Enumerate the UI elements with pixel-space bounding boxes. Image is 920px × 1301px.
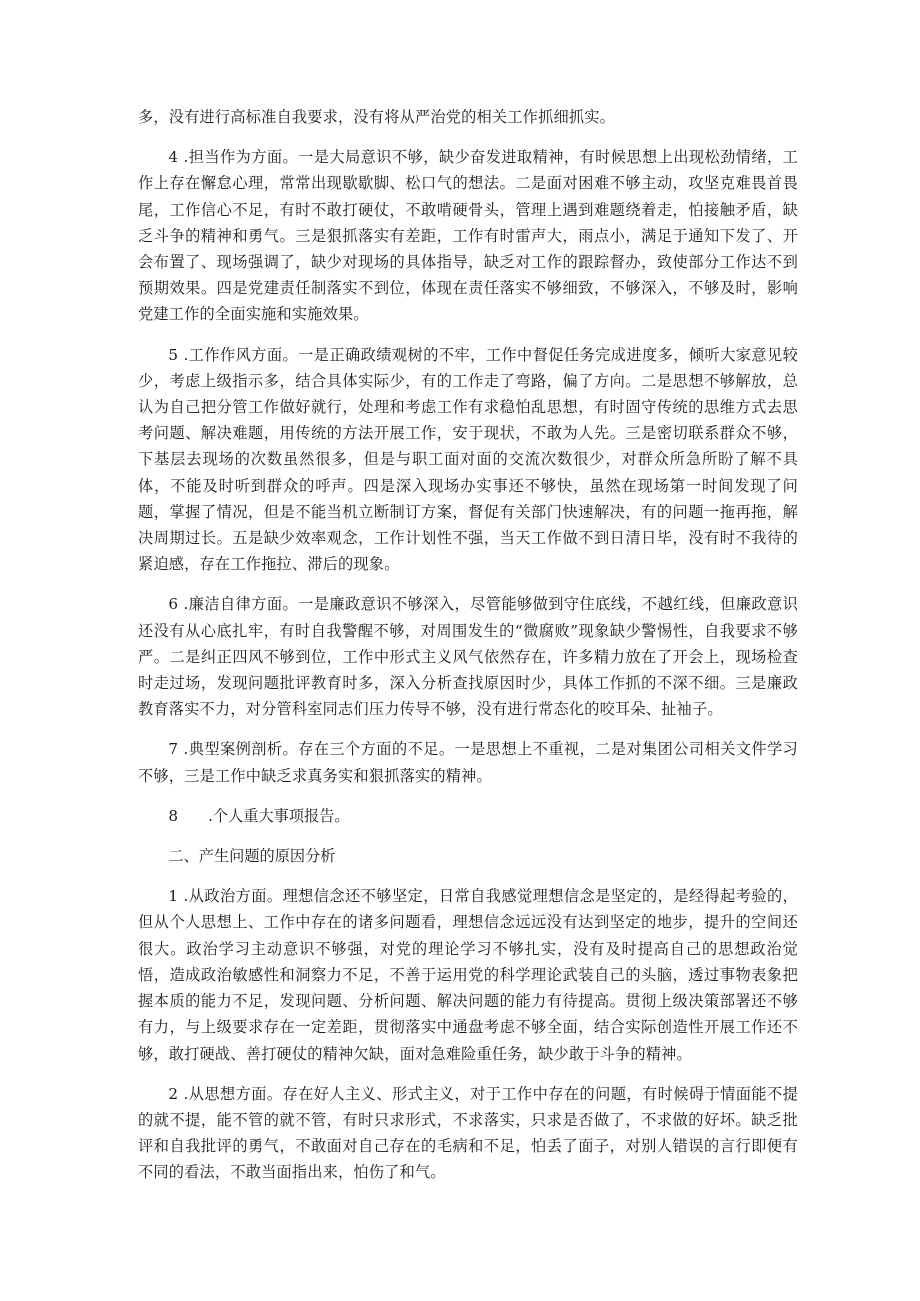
paragraph-item-5: 5 .工作作风方面。一是正确政绩观树的不牢，工作中督促任务完成进度多，倾听大家意见较少，考虑上级指示多，结合具体实际少，有的工作走了弯路，偏了方向。二是思想不够解放，总认为自己把分管工作做好就行，处理和考虑工作有求稳怕乱思想，有时固守传统的思维方式去思考问题、解决难题，用传统的方法开展工作，安于现状，不敢为人先。三是密切联系群众不够，下基层去现场的次数虽然很多，但是与职工面对面的交流次数很少，对群众所急所盼了解不具体，不能及时听到群众的呼声。四是深入现场办实事还不够快，虽然在现场第一时间发现了问题，掌握了情况，但是不能当机立断制订方案，督促有关部门快速解决，有的问题一拖再拖，解决周期过长。五是缺少效率观念，工作计划性不强，当天工作做不到日清日毕，没有时不我待的紧迫感，存在工作拖拉、滞后的现象。 [138,345,798,574]
item-8-text: .个人重大事项报告。 [208,806,350,825]
document-page [138,104,798,1200]
paragraph-continuation: 多，没有进行高标准自我要求，没有将从严治党的相关工作抓细抓实。 [138,108,616,126]
paragraph-item-7: 7 .典型案例剖析。存在三个方面的不足。一是思想上不重视，二是对集团公司相关文件学习不够，三是工作中缺乏求真务实和狠抓落实的精神。 [138,740,798,785]
paragraph-cause-2: 2 .从思想方面。存在好人主义、形式主义，对于工作中存在的问题，有时候碍于情面能不提的就不提，能不管的就不管，有时只求形式，不求落实，只求是否做了，不求做的好坏。缺乏批评和自我批评的勇气，不敢面对自己存在的毛病和不足，怕丢了面子，对别人错误的言行即便有不同的看法，不敢当面指出来，怕伤了和气。 [138,1084,798,1182]
paragraph-item-8 [138,803,798,829]
paragraph-item-6: 6 .廉洁自律方面。一是廉政意识不够深入，尽管能够做到守住底线，不越红线，但廉政意识还没有从心底扎牢，有时自我警醒不够，对周围发生的“微腐败”现象缺少警惕性，自我要求不够严。二是纠正四风不够到位，工作中形式主义风气依然存在，许多精力放在了开会上，现场检查时走过场，发现问题批评教育时多，深入分析查找原因时少，具体工作抓的不深不细。三是廉政教育落实不力，对分管科室同志们压力传导不够，没有进行常态化的咬耳朵、扯袖子。 [138,595,798,719]
section-heading-cause-analysis: 二、产生问题的原因分析 [168,847,336,866]
paragraph-item-4: 4 .担当作为方面。一是大局意识不够，缺少奋发进取精神，有时候思想上出现松劲情绪，工作上存在懈怠心理，常常出现歇歇脚、松口气的想法。二是面对困难不够主动，攻坚克难畏首畏尾，工作信心不足，有时不敢打硬仗，不敢啃硬骨头，管理上遇到难题绕着走，怕接触矛盾，缺乏斗争的精神和勇气。三是狠抓落实有差距，工作有时雷声大，雨点小，满足于通知下发了、开会布置了、现场强调了，缺少对现场的具体指导，缺乏对工作的跟踪督办，致使部分工作达不到预期效果。四是党建责任制落实不到位，体现在责任落实不够细致，不够深入，不够及时，影响党建工作的全面实施和实施效果。 [138,148,798,324]
paragraph-cause-1: 1 .从政治方面。理想信念还不够坚定，日常自我感觉理想信念是坚定的，是经得起考验的，但从个人思想上、工作中存在的诸多问题看，理想信念远远没有达到坚定的地步，提升的空间还很大。政治学习主动意识不够强，对党的理论学习不够扎实，没有及时提高自己的思想政治觉悟，造成政治敏感性和洞察力不足，不善于运用党的科学理论武装自己的头脑，透过事物表象把握本质的能力不足，发现问题、分析问题、解决问题的能力有待提高。贯彻上级决策部署还不够有力，与上级要求存在一定差距，贯彻落实中通盘考虑不够全面，结合实际创造性开展工作还不够，敢打硬战、善打硬仗的精神欠缺，面对急难险重任务，缺少敢于斗争的精神。 [138,887,798,1063]
item-8-number: 8 [168,806,179,825]
